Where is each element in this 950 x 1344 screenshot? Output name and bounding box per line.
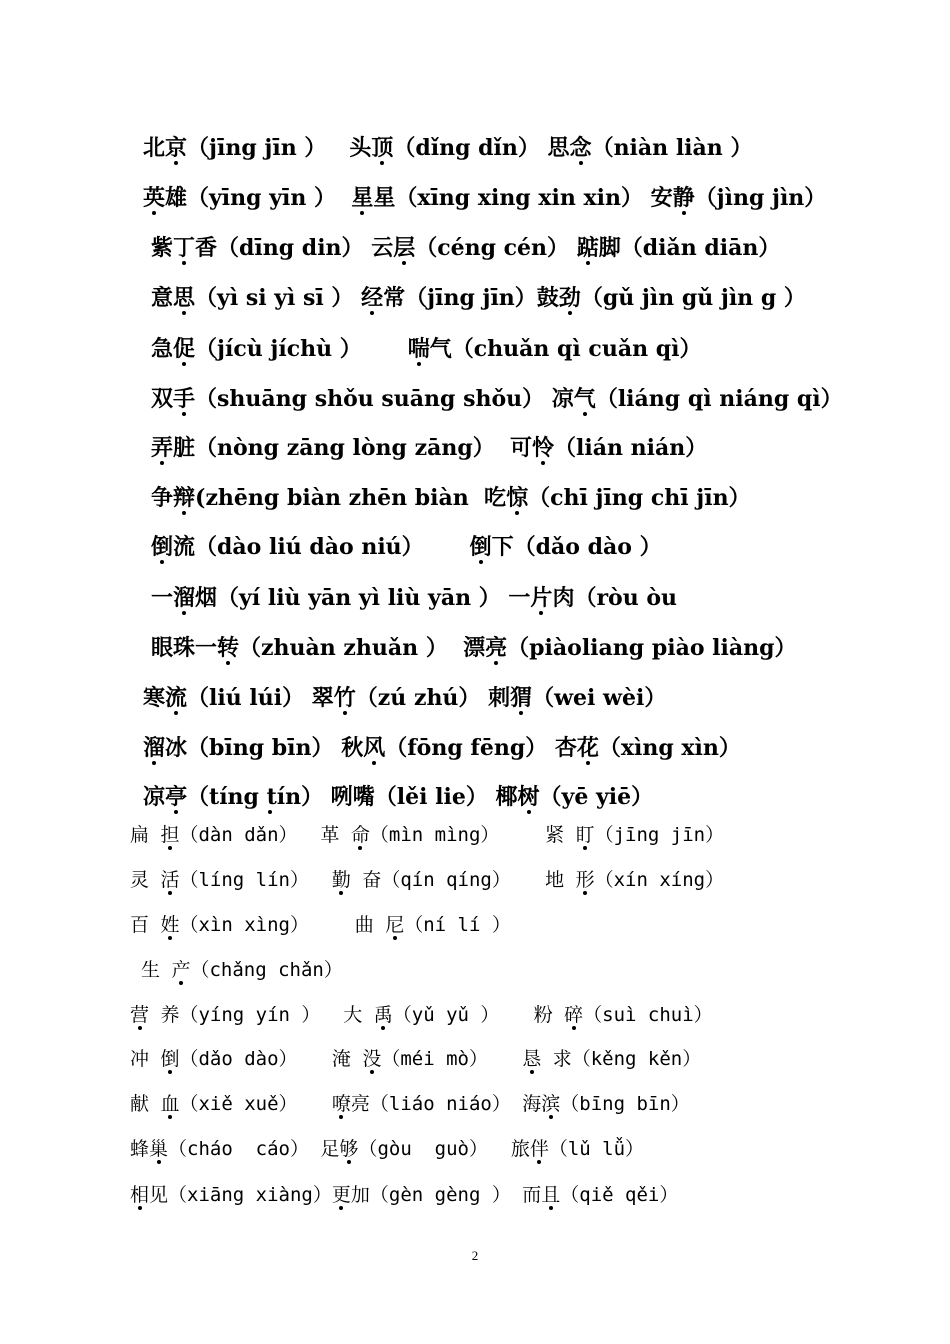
emphasized-char: 倒	[469, 534, 492, 560]
text-segment: 争	[151, 485, 174, 511]
text-segment: （dǎo dào） 淹	[179, 1048, 363, 1070]
emphasized-char: 够	[339, 1138, 359, 1160]
emphasized-char: 踮	[576, 235, 599, 261]
text-line	[151, 633, 797, 663]
text-line	[130, 865, 724, 895]
text-segment: （zhuàn zhuǎn ） 漂	[239, 635, 486, 661]
emphasized-char: 风	[363, 735, 386, 761]
text-segment: 急	[151, 336, 174, 362]
text-line	[151, 283, 806, 313]
text-line	[151, 433, 707, 463]
text-segment: （xín xíng）	[594, 869, 725, 891]
text-segment: （líng lín）	[179, 869, 332, 891]
emphasized-char: 花	[576, 735, 599, 761]
text-line	[151, 583, 677, 613]
text-segment: （ní lí ）	[404, 914, 511, 936]
text-segment: 意	[151, 285, 174, 311]
text-line	[130, 1000, 713, 1030]
text-segment: （yē yiē）	[539, 784, 654, 810]
text-segment: 肉（ròu òu	[552, 585, 678, 611]
emphasized-char: 手	[173, 386, 196, 412]
page-number: 2	[471, 1248, 479, 1263]
text-line	[130, 1044, 701, 1074]
emphasized-char: 尼	[385, 914, 405, 936]
text-line	[143, 183, 826, 213]
emphasized-char: 层	[393, 235, 416, 261]
text-segment: （chǎng chǎn）	[190, 959, 343, 981]
text-segment: （zú zhú） 刺	[355, 685, 511, 711]
emphasized-char: 辩	[173, 485, 196, 511]
text-segment: （wei wèi）	[532, 685, 667, 711]
text-segment: （jīng jīn ） 头	[187, 135, 372, 161]
text-line	[130, 1180, 678, 1210]
text-line	[143, 733, 741, 763]
emphasized-char: 促	[173, 336, 196, 362]
emphasized-char: 恳	[522, 1048, 542, 1070]
text-segment: 下（dǎo dào ）	[491, 534, 662, 560]
text-segment: （shuāng shǒu suāng shǒu） 凉	[195, 386, 574, 412]
emphasized-char: 英	[143, 185, 166, 211]
text-segment: （chī jīng chī jīn）	[528, 485, 751, 511]
text-segment: 凉	[143, 784, 166, 810]
text-segment: (zhēng biàn zhēn biàn 吃	[195, 485, 507, 511]
text-line	[141, 955, 343, 985]
text-segment: 脏（nòng zāng lòng zāng） 可	[173, 435, 533, 461]
emphasized-char: 京	[165, 135, 188, 161]
emphasized-char: 禹	[373, 1004, 393, 1026]
emphasized-char: 更	[331, 1184, 351, 1206]
text-segment: （xìn xìng） 曲	[179, 914, 386, 936]
text-line	[130, 910, 511, 940]
text-segment: 常（jīng jīn）鼓	[383, 285, 559, 311]
emphasized-char: 没	[362, 1048, 382, 1070]
text-line	[151, 483, 751, 513]
text-segment: 冰（bīng bīn） 秋	[165, 735, 364, 761]
emphasized-char: 猬	[510, 685, 533, 711]
emphasized-char: 营	[130, 1004, 150, 1026]
emphasized-char: 念	[569, 135, 592, 161]
emphasized-char: 亭	[165, 784, 188, 810]
text-segment: （mìn mìng） 紧	[369, 824, 576, 846]
text-segment: （lián nián）	[554, 435, 708, 461]
text-segment: 香（dīng din） 云	[195, 235, 394, 261]
text-segment: 寒	[143, 685, 166, 711]
text-segment: 灵	[130, 869, 161, 891]
text-segment: 烟（yí liù yān yì liù yān ） 一	[195, 585, 531, 611]
emphasized-char: 转	[217, 635, 240, 661]
text-line	[130, 1089, 690, 1119]
emphasized-char: 倒	[151, 534, 174, 560]
emphasized-char: 勤	[331, 869, 351, 891]
text-segment: （gǔ jìn gǔ jìn g ）	[580, 285, 806, 311]
text-segment: 百	[130, 914, 161, 936]
text-segment: （méi mò）	[381, 1048, 523, 1070]
text-segment: 奋（qín qíng） 地	[350, 869, 576, 891]
text-segment: （bīng bīn）	[560, 1093, 690, 1115]
text-segment: 一	[151, 585, 174, 611]
text-segment: 嘴（lěi lie） 椰	[352, 784, 518, 810]
emphasized-char: 且	[541, 1184, 561, 1206]
emphasized-char: 巢	[149, 1138, 169, 1160]
emphasized-char: 碎	[564, 1004, 584, 1026]
text-segment: 养（yíng yín ） 大	[149, 1004, 374, 1026]
text-segment: （qiě qěi）	[560, 1184, 679, 1206]
text-line	[151, 384, 843, 414]
emphasized-char: 亮	[485, 635, 508, 661]
emphasized-char: 怜	[532, 435, 555, 461]
emphasized-char: 命	[350, 824, 370, 846]
emphasized-char: 树	[517, 784, 540, 810]
text-segment: （céng cén）	[415, 235, 577, 261]
emphasized-char: 片	[530, 585, 553, 611]
emphasized-char: 惊	[506, 485, 529, 511]
text-segment: （niàn liàn ）	[591, 135, 753, 161]
text-segment: （dàn dǎn） 革	[179, 824, 351, 846]
emphasized-char: 嘹	[331, 1093, 351, 1115]
text-segment: （yǔ yǔ ） 粉	[392, 1004, 565, 1026]
text-segment: 北	[143, 135, 166, 161]
text-segment: （lǔ lǚ）	[548, 1138, 645, 1160]
text-segment: （suì chuì）	[583, 1004, 713, 1026]
text-segment: 流（dào liú dào niú）	[173, 534, 470, 560]
emphasized-char: 顶	[371, 135, 394, 161]
emphasized-char: 丁	[173, 235, 196, 261]
emphasized-char: 流	[165, 685, 188, 711]
emphasized-char: 盯	[575, 824, 595, 846]
text-segment: 脚（diǎn diān）	[598, 235, 781, 261]
emphasized-char: 倒	[160, 1048, 180, 1070]
emphasized-char: 星	[351, 185, 374, 211]
text-segment: （jīng jīn）	[594, 824, 725, 846]
text-segment: （cháo cáo） 足	[168, 1138, 340, 1160]
emphasized-char: 静	[672, 185, 695, 211]
text-line	[130, 820, 724, 850]
text-segment: 加（gèn gèng ） 而	[350, 1184, 542, 1206]
emphasized-char: 喘	[407, 336, 430, 362]
emphasized-char: 弄	[151, 435, 174, 461]
text-segment: （liú lúi） 翠	[187, 685, 334, 711]
text-segment: （yì si yì sī ）	[195, 285, 362, 311]
text-line	[143, 683, 666, 713]
text-segment: 双	[151, 386, 174, 412]
text-line	[143, 782, 653, 812]
emphasized-char: 相	[130, 1184, 150, 1206]
text-segment: （jícù jíchù ）	[195, 336, 408, 362]
text-line	[151, 334, 701, 364]
text-segment: （dǐng dǐn） 思	[393, 135, 570, 161]
text-segment: 生	[141, 959, 172, 981]
text-segment: （piàoliang piào liàng）	[507, 635, 797, 661]
text-segment: 眼珠一	[151, 635, 218, 661]
text-segment: 气（chuǎn qì cuǎn qì）	[429, 336, 702, 362]
text-segment: （jìng jìn）	[694, 185, 827, 211]
emphasized-char: 溜	[143, 735, 166, 761]
emphasized-char: 产	[171, 959, 191, 981]
text-segment: （fōng fēng） 杏	[385, 735, 577, 761]
text-segment: 星（xīng xing xin xin） 安	[373, 185, 673, 211]
text-segment: （xìng xìn）	[598, 735, 741, 761]
text-line	[151, 233, 780, 263]
emphasized-char: 溜	[173, 585, 196, 611]
emphasized-char: 形	[575, 869, 595, 891]
emphasized-char: 活	[160, 869, 180, 891]
text-segment: 冲	[130, 1048, 161, 1070]
text-segment: 紫	[151, 235, 174, 261]
text-segment: （gòu guò） 旅	[358, 1138, 530, 1160]
emphasized-char: （tíng tín） 咧	[187, 784, 353, 810]
emphasized-char: 担	[160, 824, 180, 846]
text-segment: 亮（liáo niáo） 海	[350, 1093, 542, 1115]
text-segment: 献	[130, 1093, 161, 1115]
text-line	[130, 1134, 644, 1164]
text-line	[151, 532, 662, 562]
emphasized-char: 气	[573, 386, 596, 412]
text-segment: 扁	[130, 824, 161, 846]
text-segment: 求（kěng kěn）	[541, 1048, 702, 1070]
emphasized-char: 思	[173, 285, 196, 311]
text-segment: 雄（yīng yīn ）	[165, 185, 352, 211]
emphasized-char: 滨	[541, 1093, 561, 1115]
emphasized-char: 劲	[558, 285, 581, 311]
text-segment: （liáng qì niáng qì）	[595, 386, 843, 412]
emphasized-char: 姓	[160, 914, 180, 936]
text-line	[143, 133, 752, 163]
emphasized-char: 经	[361, 285, 384, 311]
emphasized-char: 伴	[529, 1138, 549, 1160]
text-segment: 蜂	[130, 1138, 150, 1160]
text-segment: （xiě xuě）	[179, 1093, 332, 1115]
emphasized-char: 血	[160, 1093, 180, 1115]
text-segment: 见（xiāng xiàng）	[149, 1184, 332, 1206]
emphasized-char: 竹	[333, 685, 356, 711]
